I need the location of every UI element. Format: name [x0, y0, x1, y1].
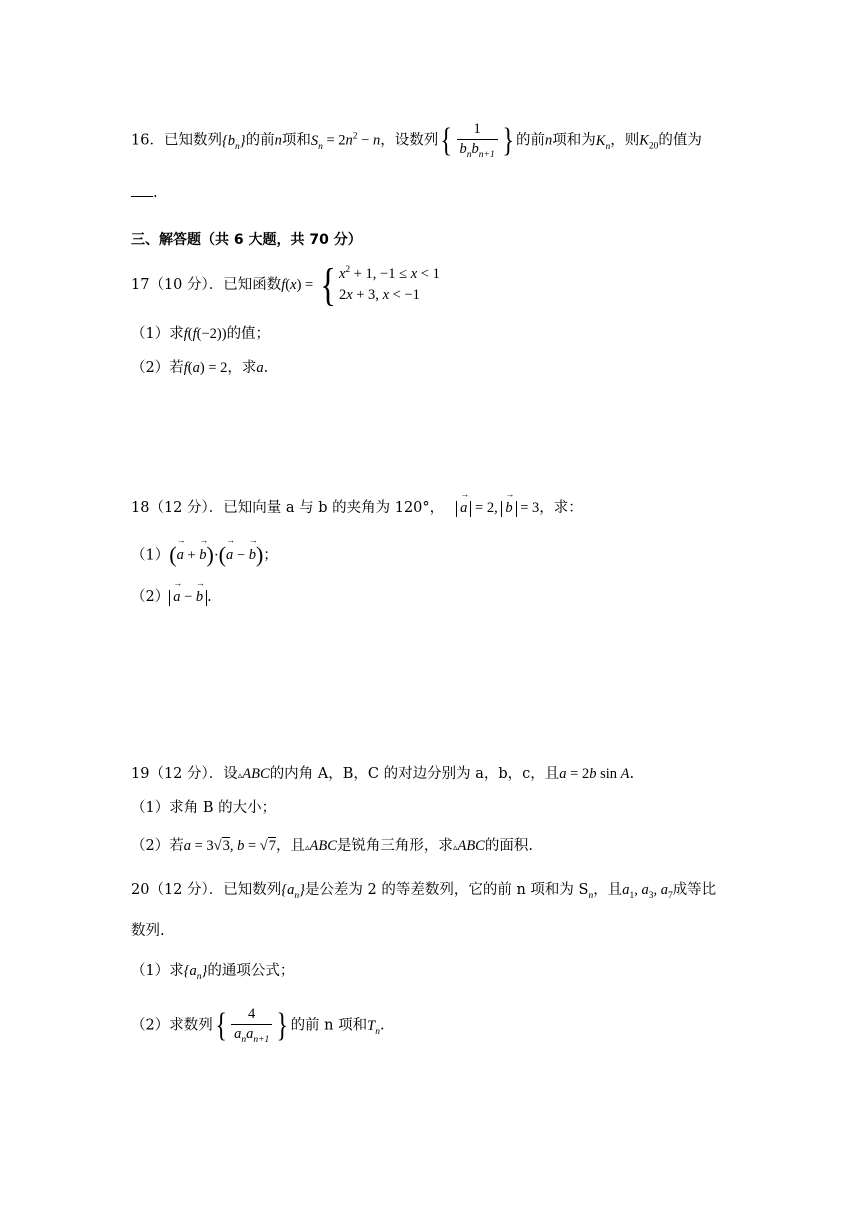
q16-line: 16．已知数列$\{b_n\}$的前n项和$S_n = 2n^2 - n$，设数列{ $\frac{1}{b_nb_{n+1}}$ } 的前n项和为$K_n$，则$K_{20}$的值为 — [131, 121, 702, 160]
q20-line: 20（12 分）．已知数列$\{a_n\}$是公差为 2 的等差数列，它的前 n 项和为 $S_n$，且$a_1$, $a_3$, $a_7$成等比 — [131, 882, 717, 901]
q18-line: 18（12 分）．已知向量 a 与 b 的夹角为 120°，→ a = 2, → b = 3，求： — [131, 499, 583, 518]
q20-continuation: 数列. — [131, 923, 165, 939]
q18-part1: （1）(→ a + → b)·(→ a − → b)； — [131, 541, 278, 570]
q20-part2: （2）求数列{ $\frac{4}{a_na_{n+1}}$ } 的前 n 项和$T_n$. — [131, 1006, 385, 1045]
q17-part2: （2）若f(a) = 2，求a. — [131, 360, 269, 376]
q17-line: 17（10 分）．已知函数f(x) = { $x^2 + 1$, −1 ≤ x < 1 2x + 3, x < −1 — [131, 259, 440, 310]
section-heading: 三、解答题（共 6 大题，共 70 分） — [131, 232, 362, 248]
q17-part1: （1）求f(f(−2))的值； — [131, 326, 271, 342]
q16-answer-blank: . — [131, 184, 158, 203]
q16-number: 16． — [131, 132, 164, 149]
q19-part1: （1）求角 B 的大小； — [131, 800, 277, 816]
q18-part2: （2）→ a − → b . — [131, 588, 212, 607]
q19-line: 19（12 分）．设▵ABC的内角 A，B，C 的对边分别为 a，b，c，且a = 2b sin A. — [131, 766, 635, 782]
q20-part1: （1）求$\{a_n\}$的通项公式； — [131, 963, 295, 982]
q19-part2: （2）若a = 3√3, b = √7，且▵ABC是锐角三角形，求▵ABC的面积. — [131, 838, 533, 854]
